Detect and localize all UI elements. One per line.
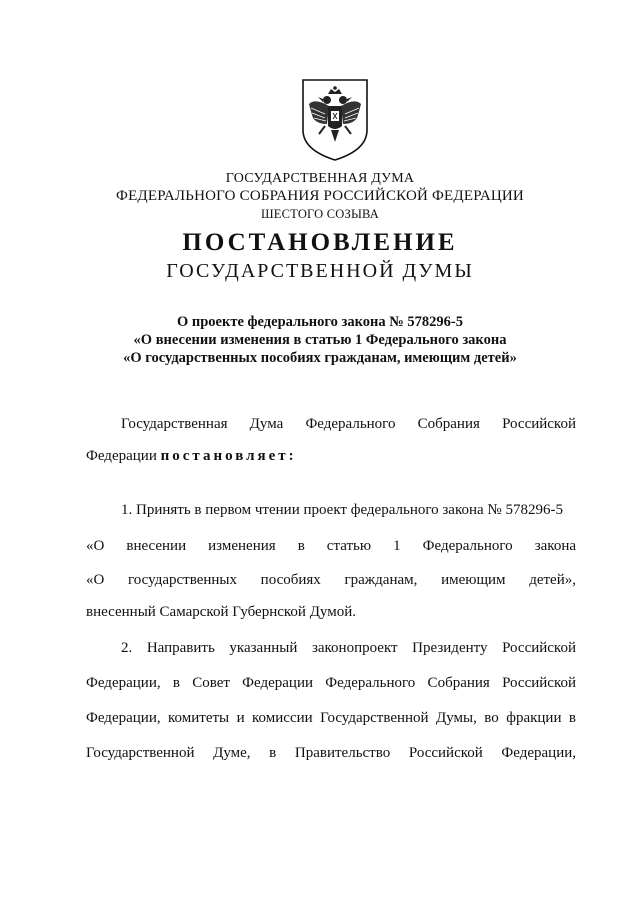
preamble-line-2 — [86, 446, 576, 466]
paragraph-2-line-1: 2. Направить указанный законопроект Президенту Российской — [121, 640, 576, 656]
paragraph-2-line-2: Федерации, в Совет Федерации Федерального Собрания Российской — [86, 675, 576, 691]
paragraph-1-line-4: внесенный Самарской Губернской Думой. — [86, 604, 357, 620]
subject-line-3: «О государственных пособиях гражданам, имеющим детей» — [123, 350, 517, 366]
paragraph-2-line-4: Государственной Думе, в Правительство Российской Федерации, — [86, 745, 576, 761]
document-subtitle: ГОСУДАРСТВЕННОЙ ДУМЫ — [166, 260, 474, 282]
convocation-label: ШЕСТОГО СОЗЫВА — [260, 207, 380, 221]
subject-line-2: «О внесении изменения в статью 1 Федерального закона — [133, 332, 507, 348]
paragraph-1-line-1: 1. Принять в первом чтении проект федерального закона № 578296-5 — [121, 502, 563, 518]
preamble-line-1: Государственная Дума Федерального Собрания Российской — [121, 416, 576, 432]
resolves-keyword: постановляет: — [160, 448, 297, 464]
org-name-line-2: ФЕДЕРАЛЬНОГО СОБРАНИЯ РОССИЙСКОЙ ФЕДЕРАЦИИ — [116, 188, 524, 204]
preamble-line-2-start: Федерации — [86, 448, 161, 464]
paragraph-1-line-2: «О внесении изменения в статью 1 Федерального закона — [86, 538, 576, 554]
paragraph-2-line-3: Федерации, комитеты и комиссии Государственной Думы, во фракции в — [86, 710, 576, 726]
subject-line-1: О проекте федерального закона № 578296-5 — [176, 314, 464, 330]
document-title: ПОСТАНОВЛЕНИЕ — [182, 229, 458, 256]
paragraph-1-line-3: «О государственных пособиях гражданам, имеющим детей», — [86, 572, 576, 588]
coat-of-arms-emblem — [301, 78, 369, 162]
org-name-line-1: ГОСУДАРСТВЕННАЯ ДУМА — [225, 171, 415, 186]
